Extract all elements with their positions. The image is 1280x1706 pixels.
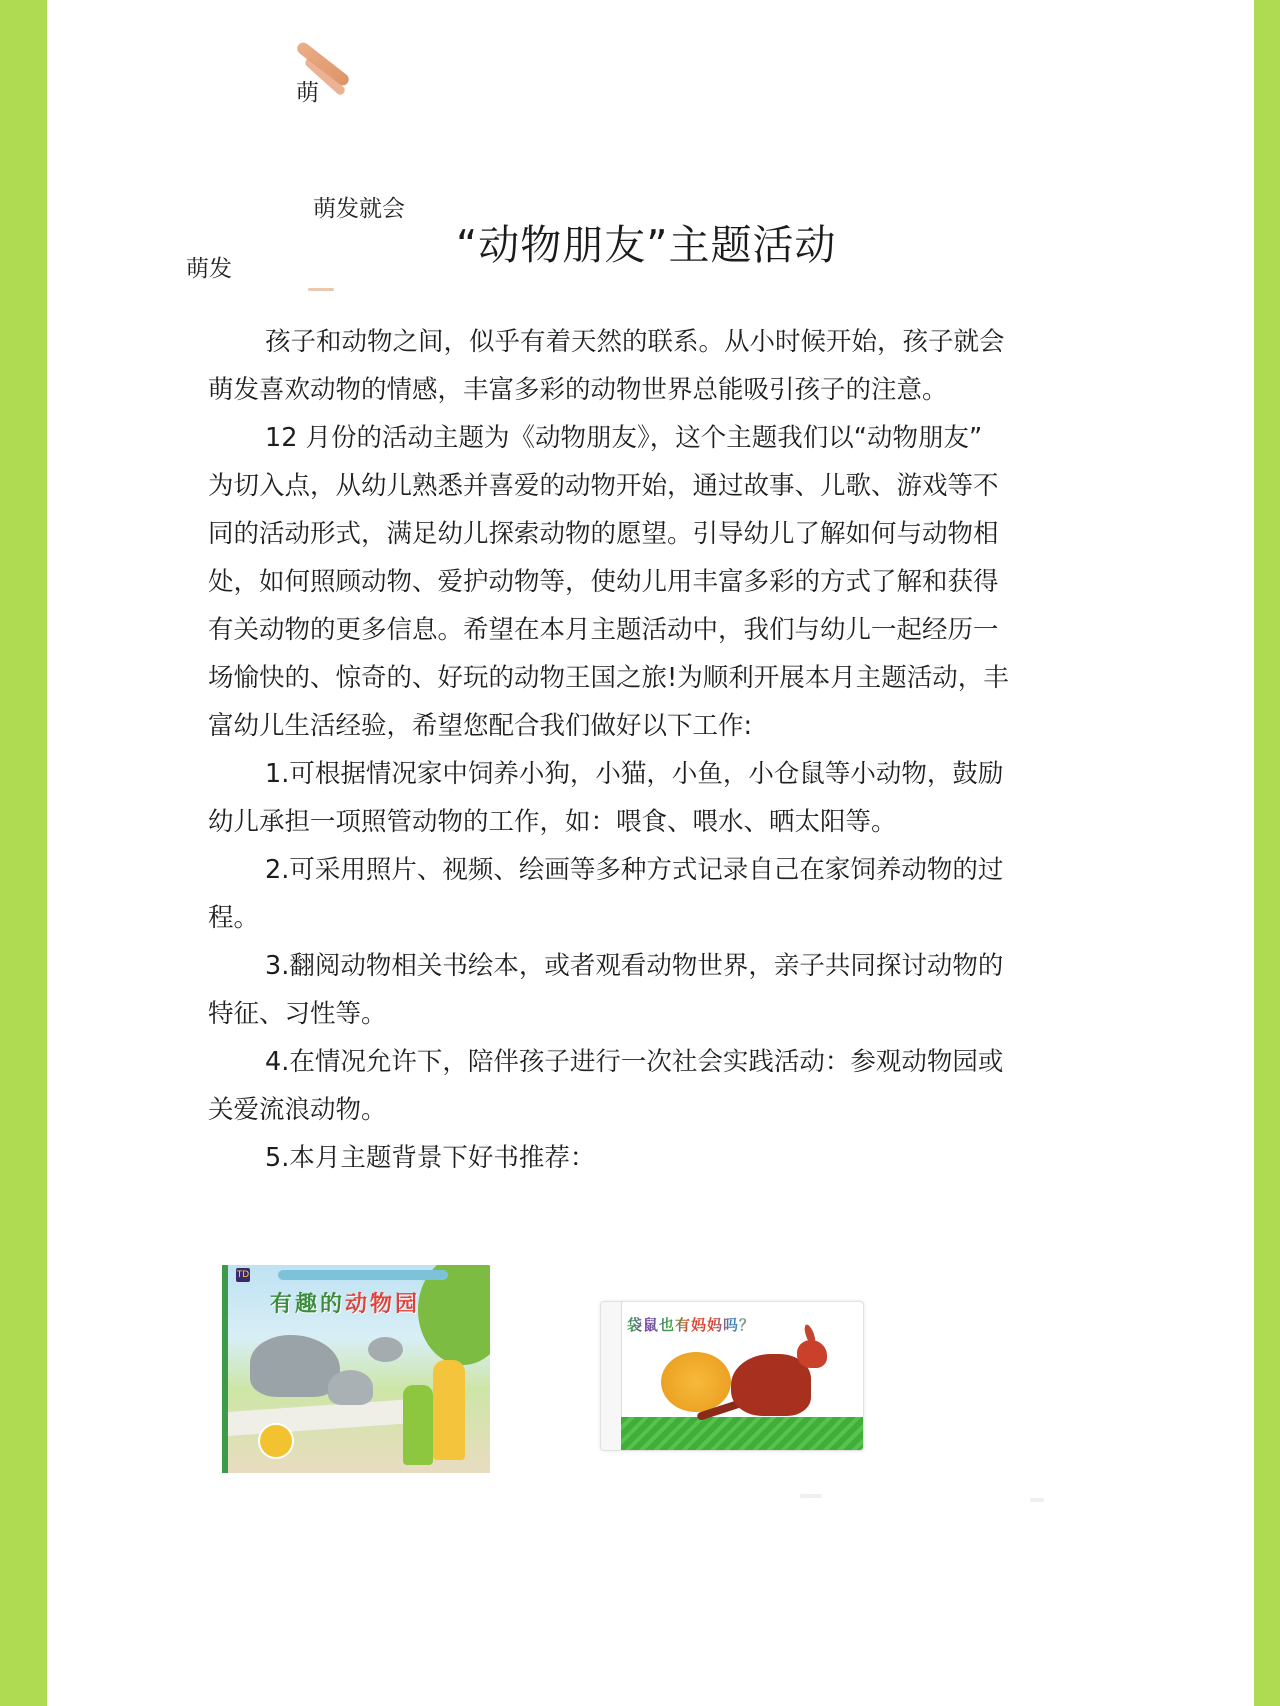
list-item-3: 3.翻阅动物相关书绘本，或者观看动物世界，亲子共同探讨动物的	[265, 951, 1004, 981]
book-title-part: 动物园	[345, 1292, 421, 1317]
baby-elephant-illustration	[328, 1370, 373, 1405]
paragraph-line: 场愉快的、惊奇的、好玩的动物王国之旅!为顺利开展本月主题活动，丰	[208, 663, 1009, 693]
text-fragment: 萌发	[186, 256, 232, 282]
publisher-logo: TD	[236, 1270, 250, 1280]
book-cover-kangaroo	[600, 1301, 864, 1451]
list-item-5: 5.本月主题背景下好书推荐：	[265, 1143, 596, 1173]
text-fragment: 萌	[296, 80, 319, 106]
faint-mark	[800, 1494, 822, 1498]
right-green-border	[1254, 0, 1280, 1706]
child-illustration	[403, 1385, 433, 1465]
kangaroo-head	[797, 1340, 827, 1368]
book-cover-zoo	[222, 1265, 490, 1473]
paragraph-line: 有关动物的更多信息。希望在本月主题活动中，我们与幼儿一起经历一	[208, 615, 999, 645]
book-recommendations	[222, 1265, 902, 1480]
book-spine	[601, 1302, 622, 1450]
paragraph-line: 处，如何照顾动物、爱护动物等，使幼儿用丰富多彩的方式了解和获得	[208, 567, 999, 597]
list-item-2: 2.可采用照片、视频、绘画等多种方式记录自己在家饲养动物的过	[265, 855, 1004, 885]
smear-decoration	[308, 288, 334, 291]
paragraph-line: 为切入点，从幼儿熟悉并喜爱的动物开始，通过故事、儿歌、游戏等不	[208, 471, 999, 501]
elephant-illustration	[250, 1335, 340, 1397]
tree-illustration	[418, 1265, 490, 1365]
book-title	[270, 1287, 420, 1318]
list-item-2-cont: 程。	[208, 903, 260, 933]
list-item-4: 4.在情况允许下，陪伴孩子进行一次社会实践活动：参观动物园或	[265, 1047, 1004, 1077]
paragraph-line: 同的活动形式，满足幼儿探索动物的愿望。引导幼儿了解如何与动物相	[208, 519, 999, 549]
paragraph-line: 萌发喜欢动物的情感，丰富多彩的动物世界总能吸引孩子的注意。	[208, 375, 948, 405]
kangaroo-illustration	[731, 1354, 811, 1416]
book-title-part: 有趣的	[270, 1292, 346, 1317]
text-fragment: 萌发就会	[313, 196, 405, 222]
award-badge-icon	[258, 1423, 294, 1459]
list-item-4-cont: 关爱流浪动物。	[208, 1095, 387, 1125]
paragraph-line: 富幼儿生活经验，希望您配合我们做好以下工作:	[208, 711, 753, 741]
left-green-border	[0, 0, 47, 1706]
series-banner	[278, 1270, 448, 1280]
list-item-1-cont: 幼儿承担一项照管动物的工作，如：喂食、喂水、晒太阳等。	[208, 807, 897, 837]
paragraph-line: 孩子和动物之间，似乎有着天然的联系。从小时候开始，孩子就会	[265, 327, 1005, 357]
list-item-3-cont: 特征、习性等。	[208, 999, 387, 1029]
book-title: 袋鼠也有妈妈吗？	[627, 1316, 756, 1334]
grass-illustration	[621, 1417, 863, 1450]
elephant-illustration	[368, 1337, 403, 1362]
document-title: “动物朋友”主题活动	[456, 221, 837, 269]
list-item-1: 1.可根据情况家中饲养小狗，小猫，小鱼，小仓鼠等小动物，鼓励	[265, 759, 1004, 789]
paragraph-line: 12 月份的活动主题为《动物朋友》，这个主题我们以“动物朋友”	[265, 423, 983, 453]
path-illustration	[228, 1398, 428, 1436]
child-illustration	[433, 1360, 465, 1460]
sun-illustration	[661, 1352, 731, 1412]
faint-mark	[1030, 1498, 1044, 1502]
document-body	[208, 318, 1098, 1182]
